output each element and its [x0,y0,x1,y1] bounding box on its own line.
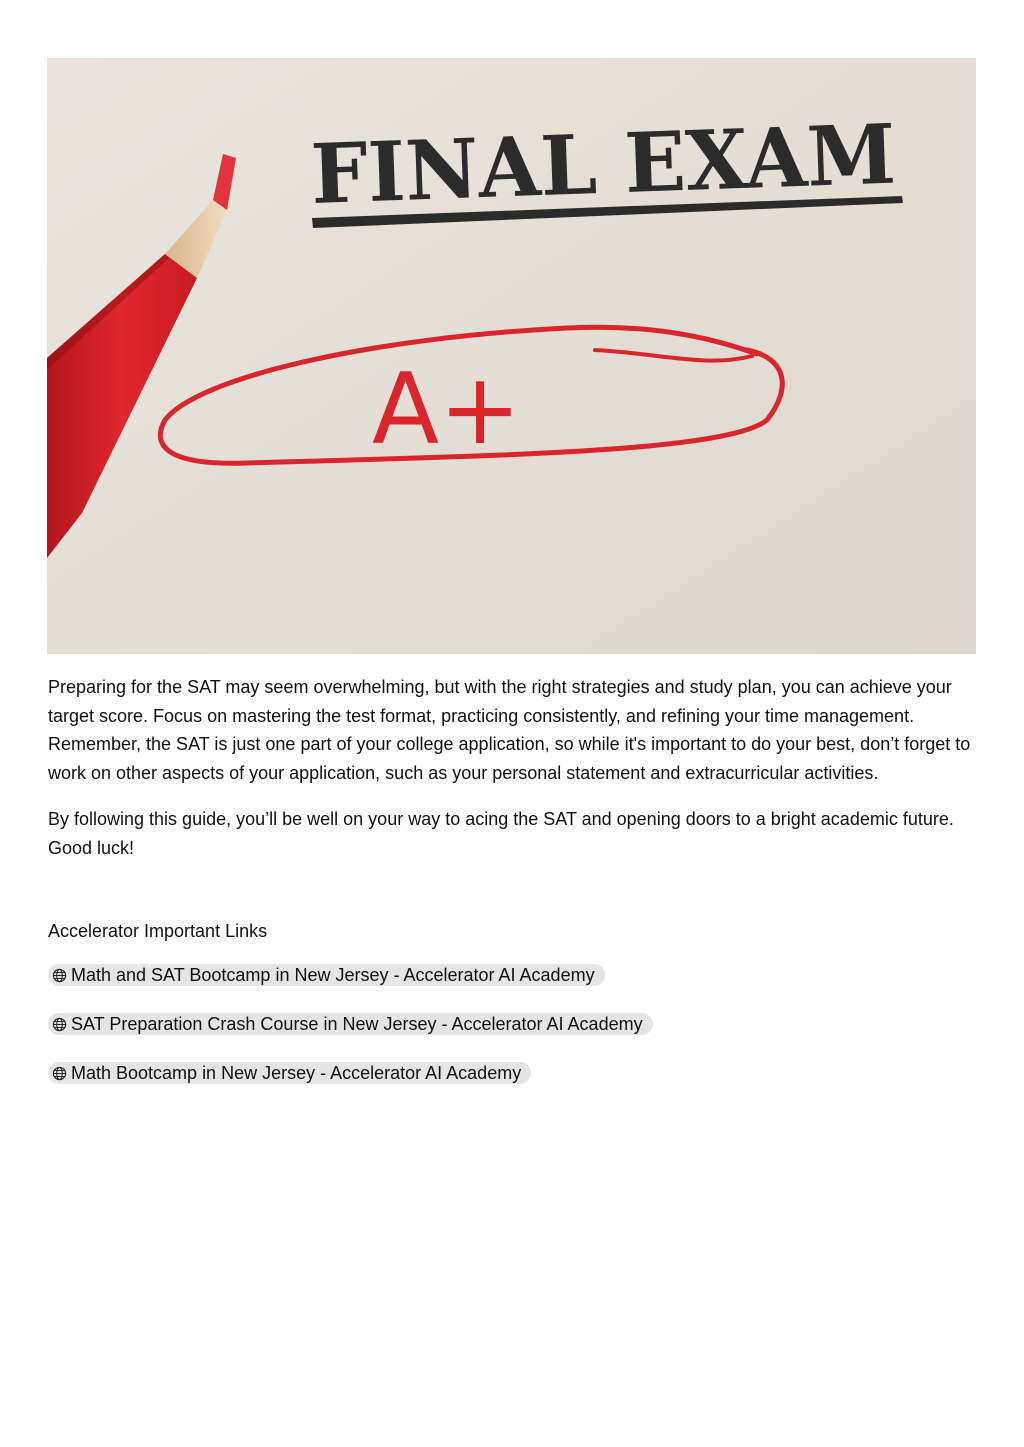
links-list [48,964,976,1111]
list-item [48,1062,976,1111]
list-item [48,964,976,1013]
links-heading: Accelerator Important Links [48,921,268,941]
globe-icon [52,1017,67,1032]
link-sat-crash-course[interactable] [48,1013,653,1035]
link-math-bootcamp[interactable] [48,1062,531,1084]
link-label: SAT Preparation Crash Course in New Jersey - Accelerator AI Academy [71,1014,643,1034]
link-label: Math and SAT Bootcamp in New Jersey - Accelerator AI Academy [71,965,595,985]
globe-icon [52,968,67,983]
hero-image [47,58,976,654]
closing-paragraph-2: By following this guide, you’ll be well on your way to acing the SAT and opening doors to a bright academic future. Good luck! [48,809,954,858]
grade-text: A+ [372,353,522,467]
link-label: Math Bootcamp in New Jersey - Accelerator AI Academy [71,1063,522,1083]
link-math-sat-bootcamp[interactable] [48,964,605,986]
final-exam-heading: FINAL EXAM [309,106,912,223]
final-exam-illustration [47,58,976,654]
list-item [48,1013,976,1062]
globe-icon [52,1066,67,1081]
closing-paragraph-1: Preparing for the SAT may seem overwhelming, but with the right strategies and study plan, you can achieve your target score. Focus on mastering the test format, practicing consistently, and refining your time management. Remember, the SAT is just one part of your college application, so while it's important to do your best, don’t forget to work on other aspects of your application, such as your personal statement and extracurricular activities. [48,677,971,783]
article-body [48,673,976,1111]
